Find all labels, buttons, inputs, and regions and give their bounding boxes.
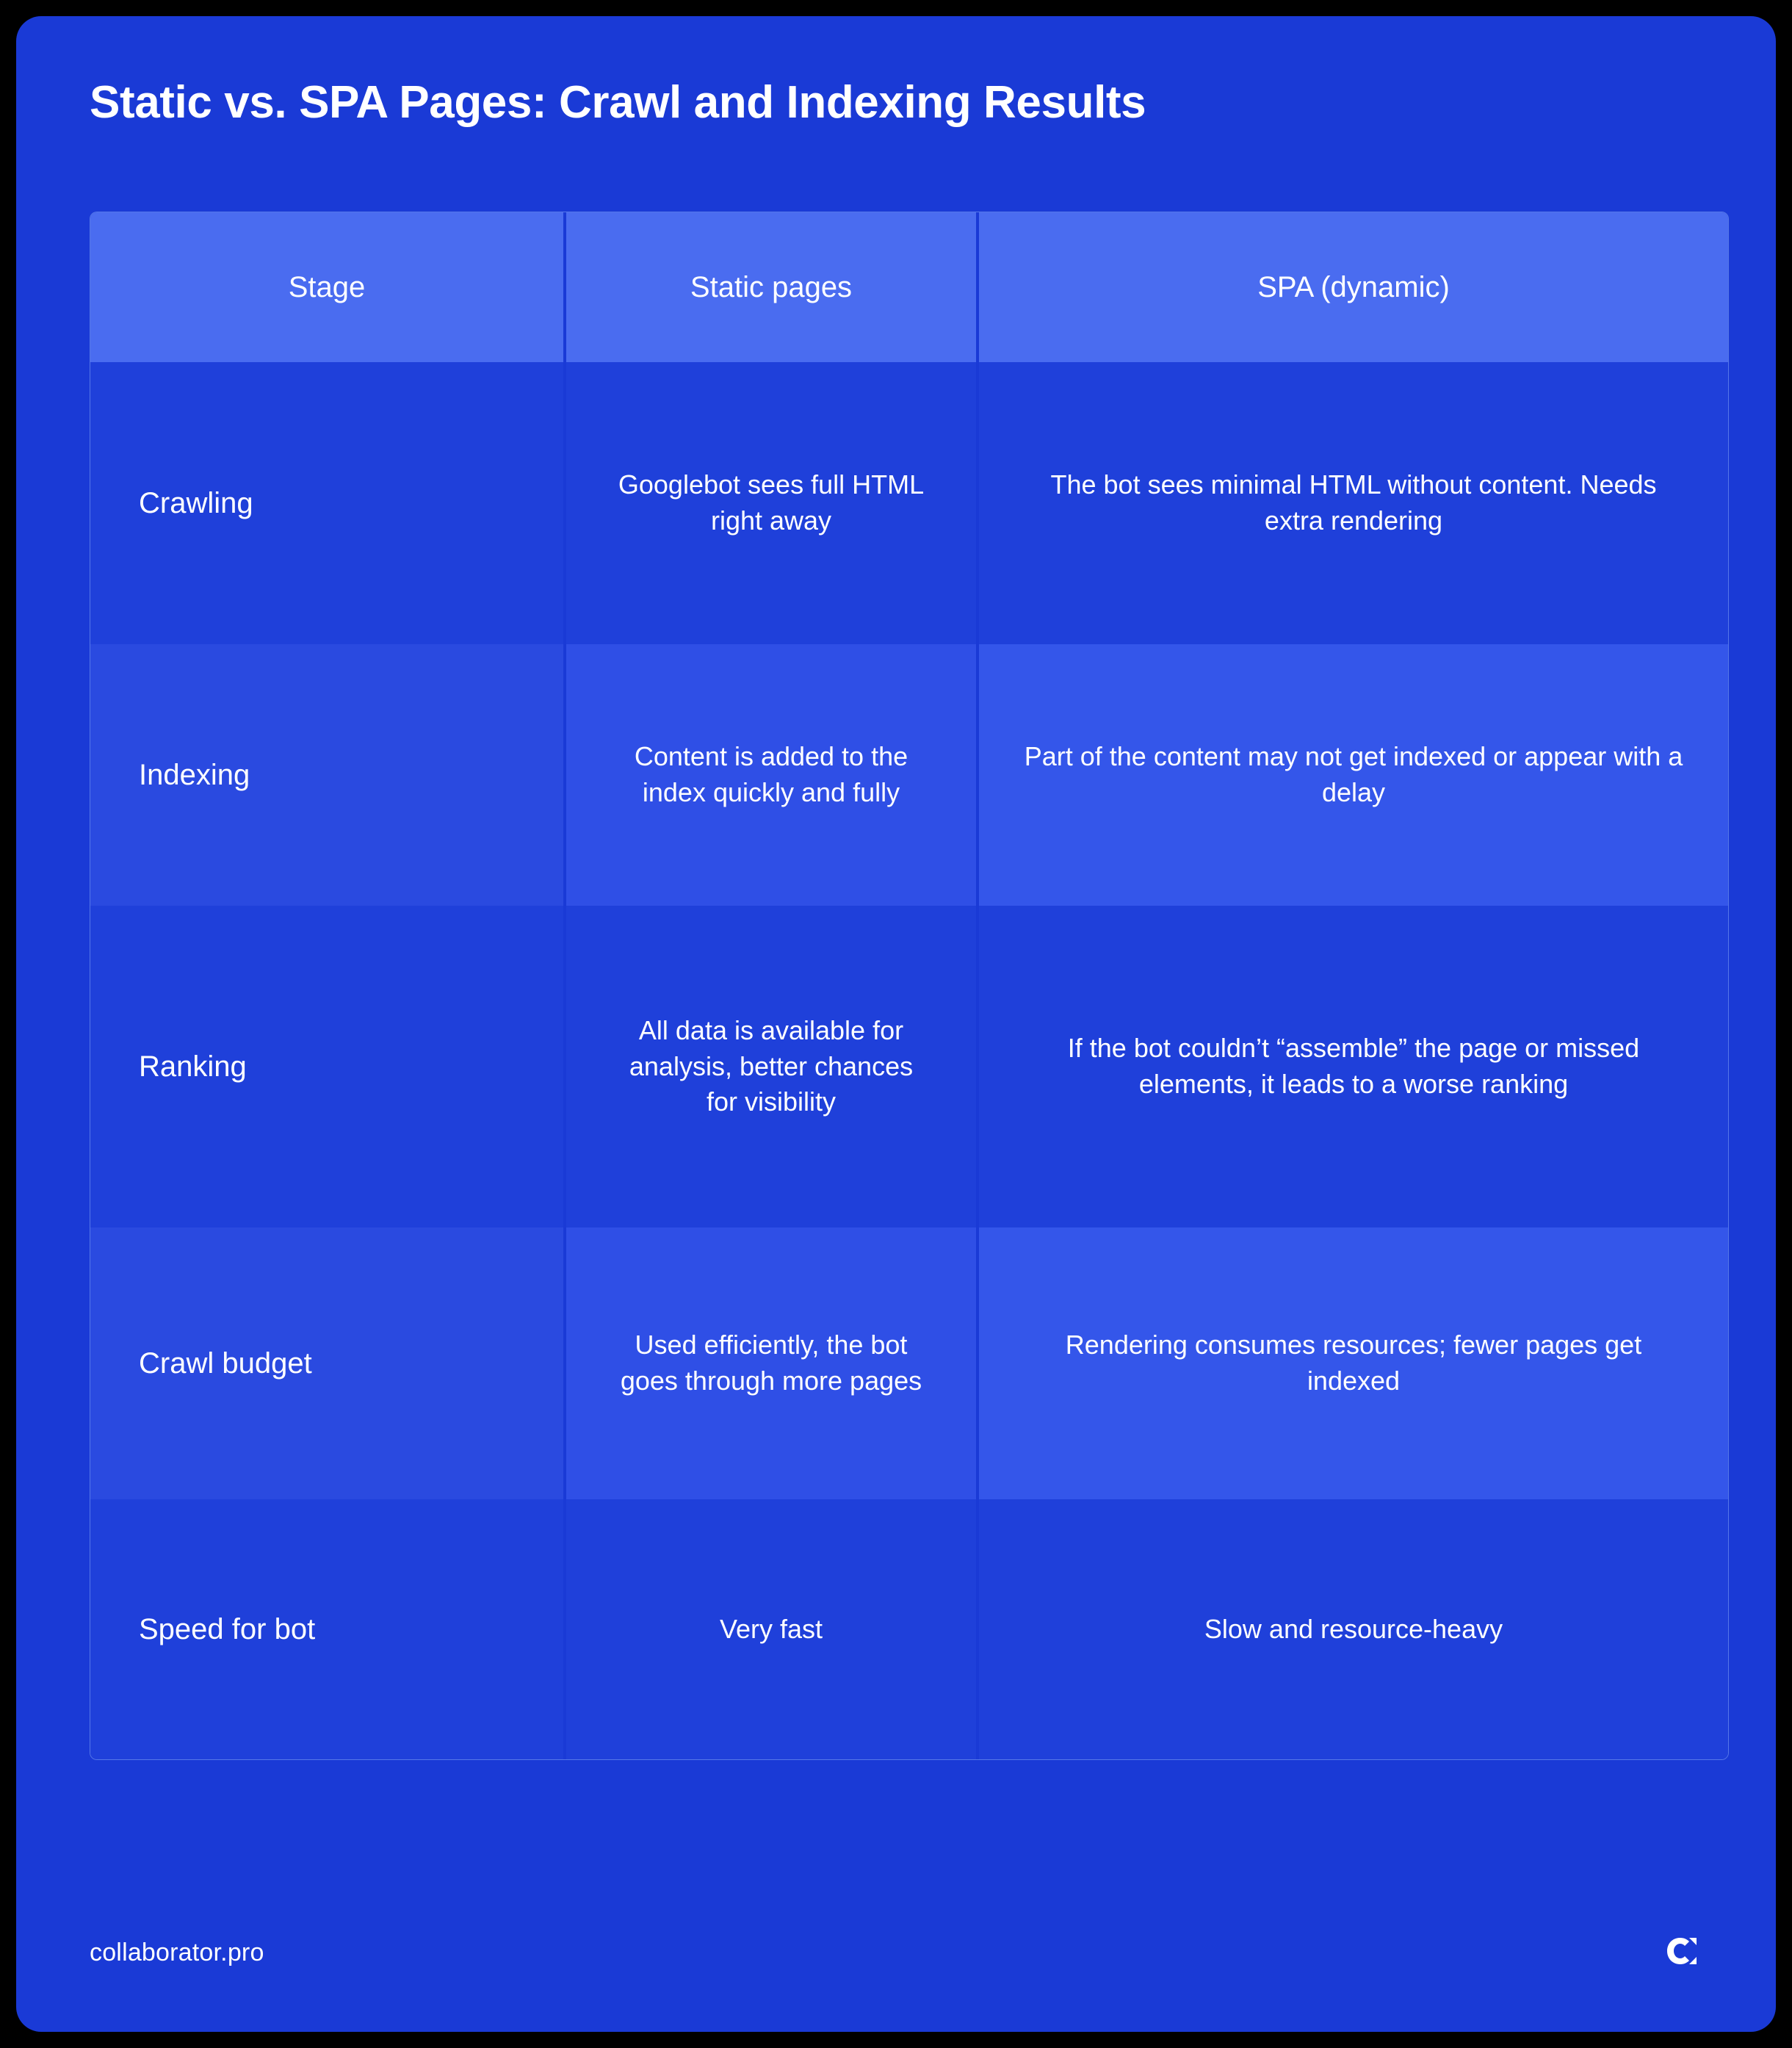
table-row [90, 1227, 1728, 1499]
cell-spa-ranking-text: If the bot couldn’t “assemble” the page or missed elements, it leads to a worse ranking [1067, 1033, 1640, 1099]
row-label-crawling: Crawling [90, 362, 563, 644]
cell-spa-crawl-budget [976, 1227, 1728, 1499]
table-row [90, 1499, 1728, 1759]
column-header-static-pages: Static pages [563, 212, 976, 362]
cell-spa-speed-text: Slow and resource-heavy [1204, 1613, 1503, 1644]
row-label-ranking: Ranking [90, 906, 563, 1227]
cell-static-ranking [563, 906, 976, 1227]
row-label-indexing: Indexing [90, 644, 563, 906]
column-header-spa-dynamic: SPA (dynamic) [976, 212, 1728, 362]
table-row [90, 362, 1728, 644]
cell-static-crawling-text: Googlebot sees full HTML right away [618, 469, 925, 536]
cell-spa-crawl-budget-text: Rendering consumes resources; fewer pages get indexed [1065, 1330, 1642, 1396]
cell-spa-indexing [976, 644, 1728, 906]
cell-spa-ranking [976, 906, 1728, 1227]
comparison-table [90, 212, 1729, 1760]
row-label-speed-for-bot: Speed for bot [90, 1499, 563, 1759]
cell-spa-crawling [976, 362, 1728, 644]
table-header-row [90, 212, 1728, 362]
table-row [90, 644, 1728, 906]
column-header-stage: Stage [90, 212, 563, 362]
cell-static-indexing [563, 644, 976, 906]
page-title: Static vs. SPA Pages: Crawl and Indexing Results [90, 77, 1146, 128]
cell-static-ranking-text: All data is available for analysis, better chances for visibility [629, 1014, 914, 1117]
row-label-crawl-budget: Crawl budget [90, 1227, 563, 1499]
cell-static-crawl-budget-text: Used efficiently, the bot goes through more pages [620, 1330, 922, 1396]
cell-spa-crawling-text: The bot sees minimal HTML without content. Needs extra rendering [1050, 469, 1657, 536]
cell-static-speed [563, 1499, 976, 1759]
cell-spa-indexing-text: Part of the content may not get indexed or appear with a delay [1024, 741, 1683, 807]
cell-static-indexing-text: Content is added to the index quickly and fully [634, 741, 908, 807]
cell-static-crawl-budget [563, 1227, 976, 1499]
cell-spa-speed [976, 1499, 1728, 1759]
cell-static-speed-text: Very fast [719, 1613, 823, 1644]
cell-static-crawling [563, 362, 976, 644]
collaborator-logo-icon [1664, 1935, 1699, 1967]
table-row [90, 906, 1728, 1227]
infographic-card [16, 16, 1776, 2032]
footer-brand: collaborator.pro [90, 1939, 264, 1966]
